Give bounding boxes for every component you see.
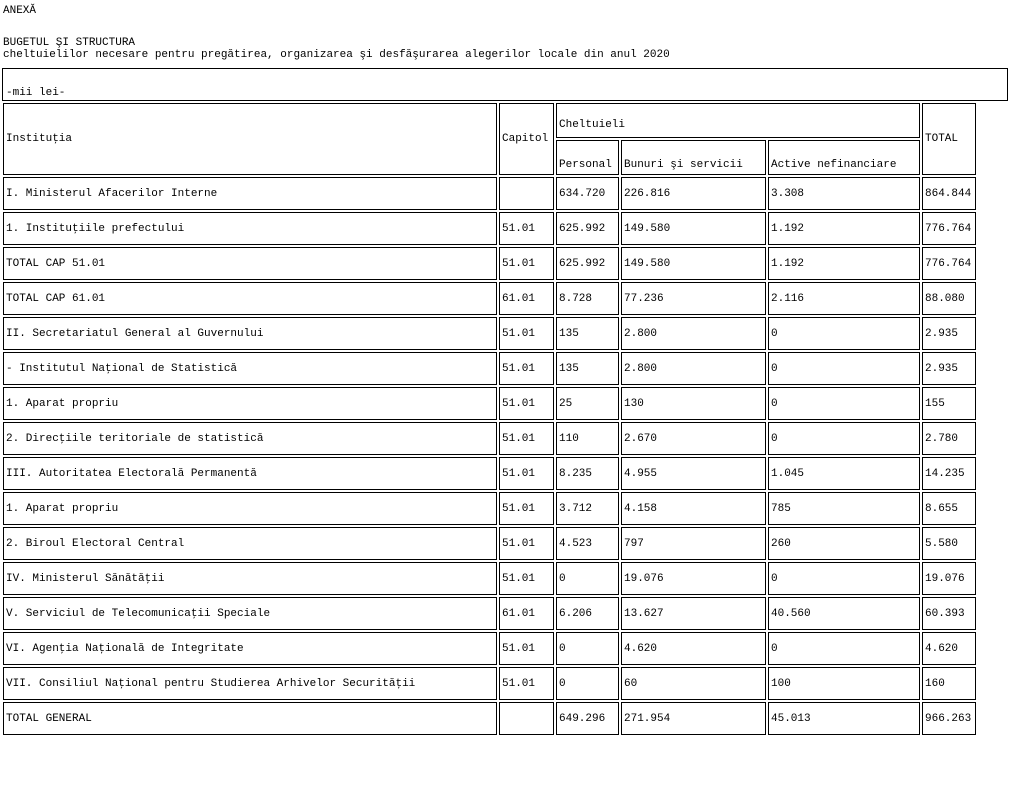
cell-nonfinancial-assets: 785 — [768, 492, 920, 525]
title-line-2: cheltuielilor necesare pentru pregătirea, organizarea şi desfăşurarea alegerilor locale din anul 2020 — [3, 49, 670, 61]
cell-chapter: 51.01 — [499, 492, 554, 525]
cell-goods-services: 226.816 — [621, 177, 766, 210]
cell-total: 5.580 — [922, 527, 976, 560]
cell-goods-services: 19.076 — [621, 562, 766, 595]
cell-nonfinancial-assets: 0 — [768, 352, 920, 385]
cell-total: 4.620 — [922, 632, 976, 665]
table-row — [3, 492, 976, 525]
cell-personal: 110 — [556, 422, 619, 455]
cell-goods-services: 77.236 — [621, 282, 766, 315]
cell-chapter: 51.01 — [499, 632, 554, 665]
cell-nonfinancial-assets: 0 — [768, 317, 920, 350]
cell-goods-services: 149.580 — [621, 212, 766, 245]
cell-personal: 625.992 — [556, 247, 619, 280]
header-row-1 — [3, 103, 976, 138]
cell-chapter: 51.01 — [499, 562, 554, 595]
cell-goods-services: 149.580 — [621, 247, 766, 280]
cell-total: 2.935 — [922, 317, 976, 350]
cell-institution: - Institutul Naţional de Statistică — [3, 352, 497, 385]
cell-total: 19.076 — [922, 562, 976, 595]
cell-personal: 625.992 — [556, 212, 619, 245]
cell-nonfinancial-assets: 100 — [768, 667, 920, 700]
cell-chapter: 61.01 — [499, 597, 554, 630]
cell-institution: TOTAL CAP 51.01 — [3, 247, 497, 280]
cell-institution: TOTAL CAP 61.01 — [3, 282, 497, 315]
table-row — [3, 282, 976, 315]
cell-personal: 6.206 — [556, 597, 619, 630]
cell-chapter: 51.01 — [499, 527, 554, 560]
cell-institution: III. Autoritatea Electorală Permanentă — [3, 457, 497, 490]
header-goods-services: Bunuri şi servicii — [621, 140, 766, 175]
cell-total: 2.935 — [922, 352, 976, 385]
cell-chapter — [499, 702, 554, 735]
cell-total: 8.655 — [922, 492, 976, 525]
cell-institution: IV. Ministerul Sănătăţii — [3, 562, 497, 595]
cell-goods-services: 4.158 — [621, 492, 766, 525]
table-row — [3, 387, 976, 420]
cell-institution: I. Ministerul Afacerilor Interne — [3, 177, 497, 210]
cell-nonfinancial-assets: 1.192 — [768, 247, 920, 280]
cell-personal: 135 — [556, 317, 619, 350]
cell-institution: VII. Consiliul Naţional pentru Studierea Arhivelor Securităţii — [3, 667, 497, 700]
cell-personal: 0 — [556, 667, 619, 700]
cell-chapter: 51.01 — [499, 387, 554, 420]
cell-personal: 3.712 — [556, 492, 619, 525]
cell-total: 2.780 — [922, 422, 976, 455]
table-row — [3, 352, 976, 385]
cell-total: 14.235 — [922, 457, 976, 490]
table-row — [3, 422, 976, 455]
cell-goods-services: 271.954 — [621, 702, 766, 735]
cell-chapter: 51.01 — [499, 667, 554, 700]
cell-goods-services: 2.670 — [621, 422, 766, 455]
table-row — [3, 667, 976, 700]
annex-label: ANEXĂ — [3, 5, 37, 17]
cell-personal: 135 — [556, 352, 619, 385]
cell-personal: 25 — [556, 387, 619, 420]
cell-personal: 8.235 — [556, 457, 619, 490]
header-total: TOTAL — [922, 103, 976, 175]
cell-nonfinancial-assets: 1.045 — [768, 457, 920, 490]
cell-total: 966.263 — [922, 702, 976, 735]
cell-nonfinancial-assets: 0 — [768, 387, 920, 420]
cell-nonfinancial-assets: 2.116 — [768, 282, 920, 315]
cell-institution: 1. Instituţiile prefectului — [3, 212, 497, 245]
table-row — [3, 632, 976, 665]
cell-personal: 634.720 — [556, 177, 619, 210]
title-line-1: BUGETUL ŞI STRUCTURA — [3, 37, 136, 49]
cell-total: 864.844 — [922, 177, 976, 210]
table-row — [3, 212, 976, 245]
cell-personal: 0 — [556, 562, 619, 595]
cell-nonfinancial-assets: 0 — [768, 632, 920, 665]
table-row — [3, 702, 976, 735]
cell-goods-services: 60 — [621, 667, 766, 700]
cell-total: 155 — [922, 387, 976, 420]
table-row — [3, 177, 976, 210]
header-institution: Instituţia — [3, 103, 497, 175]
cell-chapter: 51.01 — [499, 422, 554, 455]
cell-chapter — [499, 177, 554, 210]
header-chapter: Capitol — [499, 103, 554, 175]
table-row — [3, 597, 976, 630]
budget-table — [1, 101, 978, 737]
cell-goods-services: 13.627 — [621, 597, 766, 630]
cell-total: 776.764 — [922, 247, 976, 280]
cell-chapter: 51.01 — [499, 212, 554, 245]
cell-institution: V. Serviciul de Telecomunicaţii Speciale — [3, 597, 497, 630]
cell-total: 88.080 — [922, 282, 976, 315]
cell-total: 160 — [922, 667, 976, 700]
table-row — [3, 562, 976, 595]
table-row — [3, 247, 976, 280]
cell-chapter: 51.01 — [499, 352, 554, 385]
cell-nonfinancial-assets: 3.308 — [768, 177, 920, 210]
unit-box — [2, 68, 1008, 101]
header-nonfinancial-assets: Active nefinanciare — [768, 140, 920, 175]
unit-label: -mii lei- — [6, 87, 66, 99]
cell-institution: VI. Agenţia Naţională de Integritate — [3, 632, 497, 665]
cell-goods-services: 130 — [621, 387, 766, 420]
cell-institution: II. Secretariatul General al Guvernului — [3, 317, 497, 350]
cell-goods-services: 2.800 — [621, 317, 766, 350]
cell-institution: 2. Biroul Electoral Central — [3, 527, 497, 560]
cell-personal: 8.728 — [556, 282, 619, 315]
cell-goods-services: 4.955 — [621, 457, 766, 490]
cell-goods-services: 797 — [621, 527, 766, 560]
table-row — [3, 527, 976, 560]
header-personal: Personal — [556, 140, 619, 175]
cell-institution: 1. Aparat propriu — [3, 387, 497, 420]
cell-nonfinancial-assets: 0 — [768, 562, 920, 595]
cell-chapter: 51.01 — [499, 247, 554, 280]
cell-total: 776.764 — [922, 212, 976, 245]
cell-total: 60.393 — [922, 597, 976, 630]
header-expenses: Cheltuieli — [556, 103, 920, 138]
cell-nonfinancial-assets: 0 — [768, 422, 920, 455]
cell-institution: 2. Direcţiile teritoriale de statistică — [3, 422, 497, 455]
cell-nonfinancial-assets: 260 — [768, 527, 920, 560]
table-row — [3, 317, 976, 350]
cell-nonfinancial-assets: 40.560 — [768, 597, 920, 630]
cell-institution: 1. Aparat propriu — [3, 492, 497, 525]
cell-chapter: 51.01 — [499, 317, 554, 350]
cell-chapter: 61.01 — [499, 282, 554, 315]
cell-personal: 649.296 — [556, 702, 619, 735]
cell-chapter: 51.01 — [499, 457, 554, 490]
table-row — [3, 457, 976, 490]
cell-personal: 0 — [556, 632, 619, 665]
cell-nonfinancial-assets: 45.013 — [768, 702, 920, 735]
cell-goods-services: 2.800 — [621, 352, 766, 385]
cell-nonfinancial-assets: 1.192 — [768, 212, 920, 245]
document-title — [3, 37, 670, 61]
cell-institution: TOTAL GENERAL — [3, 702, 497, 735]
cell-goods-services: 4.620 — [621, 632, 766, 665]
cell-personal: 4.523 — [556, 527, 619, 560]
